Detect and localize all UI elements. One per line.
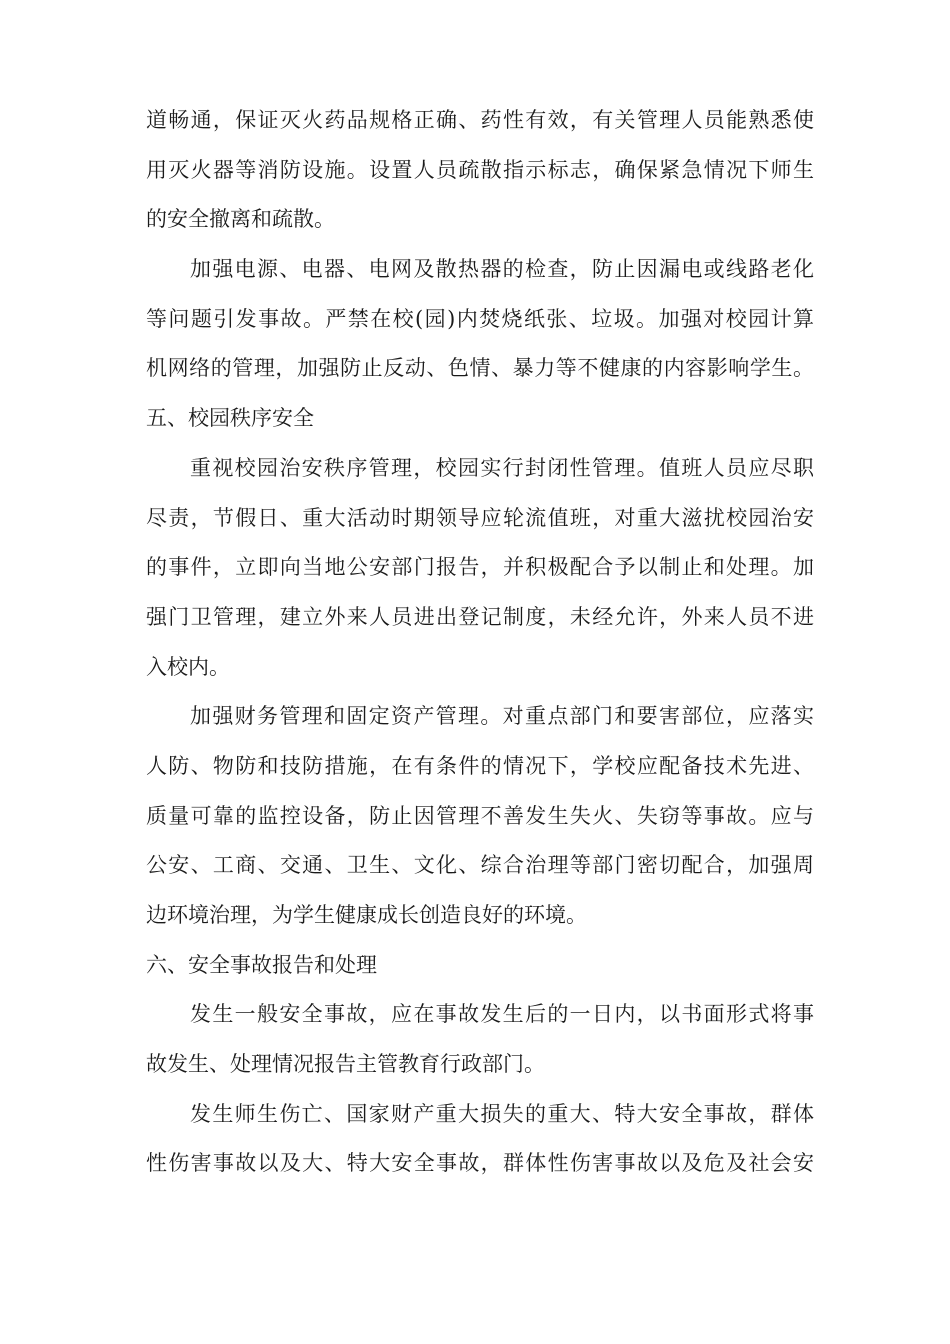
- paragraph-first-line: 重视校园治安秩序管理，校园实行封闭性管理。值班人员应尽职: [190, 455, 814, 480]
- paragraph-first-line: 发生一般安全事故，应在事故发生后的一日内，以书面形式将事: [190, 1002, 814, 1027]
- text-line: 人防、物防和技防措施，在有条件的情况下，学校应配备技术先进、: [146, 753, 814, 778]
- text-line: 的安全撤离和疏散。: [146, 207, 335, 232]
- section-heading-6: 六、安全事故报告和处理: [146, 952, 377, 977]
- document-body: [146, 96, 814, 1189]
- text-line: 等问题引发事故。严禁在校(园)内焚烧纸张、垃圾。加强对校园计算: [146, 306, 814, 331]
- text-line: 故发生、处理情况报告主管教育行政部门。: [146, 1052, 545, 1077]
- text-line: 质量可靠的监控设备，防止因管理不善发生失火、失窃等事故。应与: [146, 803, 814, 828]
- text-line: 道畅通，保证灭火药品规格正确、药性有效，有关管理人员能熟悉使: [146, 108, 814, 132]
- paragraph-first-line: 加强财务管理和固定资产管理。对重点部门和要害部位，应落实: [190, 704, 814, 729]
- section-heading-5: 五、校园秩序安全: [146, 406, 314, 431]
- text-line: 公安、工商、交通、卫生、文化、综合治理等部门密切配合，加强周: [146, 853, 814, 878]
- text-line: 的事件，立即向当地公安部门报告，并积极配合予以制止和处理。加: [146, 555, 814, 580]
- text-line: 用灭火器等消防设施。设置人员疏散指示标志，确保紧急情况下师生: [146, 157, 814, 182]
- paragraph-first-line: 加强电源、电器、电网及散热器的检查，防止因漏电或线路老化: [190, 257, 814, 282]
- text-line: 机网络的管理，加强防止反动、色情、暴力等不健康的内容影响学生。: [146, 356, 814, 381]
- text-line: 性伤害事故以及大、特大安全事故，群体性伤害事故以及危及社会安: [146, 1151, 814, 1176]
- paragraph-first-line: 发生师生伤亡、国家财产重大损失的重大、特大安全事故，群体: [190, 1101, 814, 1126]
- text-line: 边环境治理，为学生健康成长创造良好的环境。: [146, 903, 587, 927]
- text-line: 尽责，节假日、重大活动时期领导应轮流值班，对重大滋扰校园治安: [146, 505, 814, 530]
- text-line: 入校内。: [146, 654, 230, 679]
- text-line: 强门卫管理，建立外来人员进出登记制度，未经允许，外来人员不进: [146, 604, 814, 629]
